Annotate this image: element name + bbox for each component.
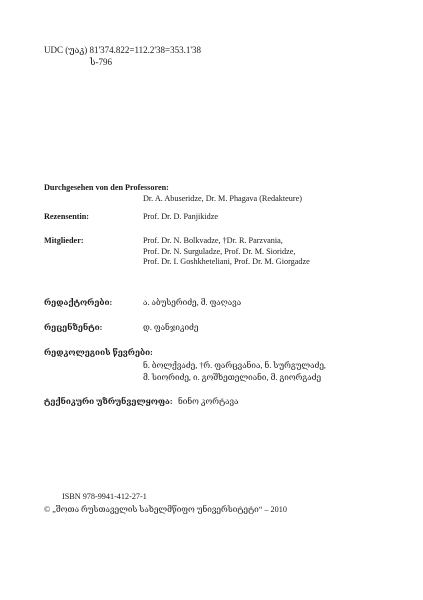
members-list [143,236,310,268]
udc-block [44,44,201,68]
reviewed-names: Dr. A. Abuseridze, Dr. M. Phagava (Redakteure) [143,194,302,203]
geo-tech-name: ნინო კორტავა [178,397,239,406]
geo-board-line: ნ. ბოლქვაძე, †რ. ფარცვანია, ნ. სურგულაძე, [143,361,326,370]
geo-reviewer-label: რეცენზენტი: [44,323,103,332]
geo-board-label: რედკოლეგიის წევრები: [44,348,153,357]
geo-reviewer-name: დ. ფანჯიკიძე [143,323,199,332]
members-label: Mitglieder: [44,236,84,245]
members-line: Prof. Dr. N. Bolkvadze, †Dr. R. Parzvania, [143,236,283,245]
geo-editors-label: რედაქტორები: [44,298,113,307]
reviewer-name: Prof. Dr. D. Panjikidze [143,212,219,221]
udc-shelf-code: ს-796 [90,57,112,67]
copyright-line: © „შოთა რუსთაველის სახელმწიფო უნივერსიტეტი“ – 2010 [44,505,287,514]
geo-tech-label: ტექნიკური უზრუნველყოფა: [44,397,173,406]
members-line: Prof. Dr. I. Goshkheteliani, Prof. Dr. M. Giorgadze [143,257,310,266]
geo-editors-names: ა. აბუსერიძე, მ. ფაღავა [143,298,242,307]
udc-code: UDC (უაკ) 81'374.822=112.2'38=353.1'38 [44,45,201,55]
geo-board-line: მ. სიორიძე, ი. გოშხეთელიანი, მ. გიორგაძე [143,373,322,382]
reviewed-heading: Durchgesehen von den Professoren: [44,183,169,192]
reviewer-label: Rezensentin: [44,212,90,221]
geo-board-list [143,360,326,384]
members-line: Prof. Dr. N. Surguladze, Prof. Dr. M. Sioridze, [143,246,296,256]
isbn: ISBN 978-9941-412-27-1 [62,492,147,501]
